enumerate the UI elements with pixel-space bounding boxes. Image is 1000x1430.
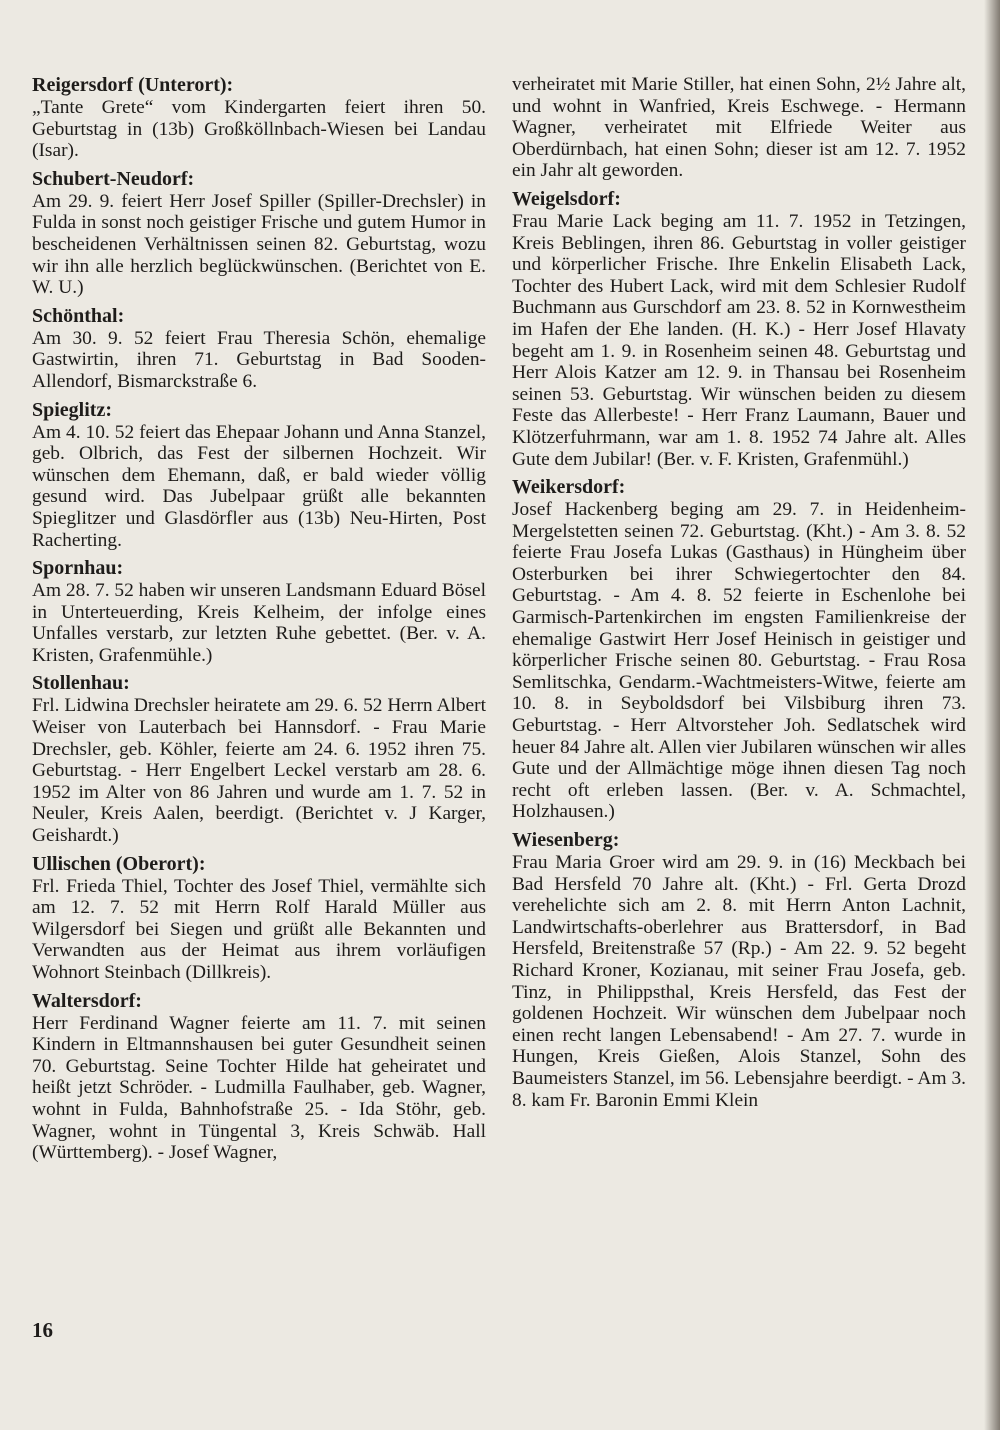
page-edge-shadow [984, 0, 1000, 1430]
entry-schubert-neudorf [32, 168, 486, 299]
entry-waltersdorf [32, 990, 486, 1164]
entry-continuation [512, 74, 966, 182]
place-heading: Schönthal: [32, 304, 125, 327]
entry-reigersdorf [32, 74, 486, 162]
right-column [512, 74, 966, 1117]
entry-text: Frau Marie Lack beging am 11. 7. 1952 in Tetzingen, Kreis Beblingen, ihren 86. Geburtstag in voller geistiger und körperlicher Frische. Ihre Enkelin Elisabeth Lack, Tochter des Hubert Lack, wird mit dem Schlesier Rudolf Buchmann aus Gurschdorf am 23. 8. 52 in Kornwestheim im Hafen der Ehe landen. (H. K.) - Herr Josef Hlavaty begeht am 1. 9. in Rosenheim seinen 48. Geburtstag und Herr Alois Katzer am 12. 9. in Thansau bei Rosenheim seinen 53. Geburtstag. Wir wünschen beiden zu diesem Feste das Allerbeste! - Herr Franz Laumann, Bauer und Klötzerfuhrmann, war am 1. 8. 1952 74 Jahre alt. Alles Gute dem Jubilar! (Ber. v. F. Kristen, Grafenmühl.) [512, 210, 966, 470]
page-number: 16 [32, 1318, 53, 1342]
entry-weikersdorf [512, 476, 966, 823]
entry-weigelsdorf [512, 188, 966, 470]
entry-text: Frl. Frieda Thiel, Tochter des Josef Thiel, vermählte sich am 12. 7. 52 mit Herrn Rolf Harald Müller aus Wilgersdorf bei Siegen und grüßt alle Bekannten und Verwandten aus der Heimat aus ihrem vorläufigen Wohnort Steinbach (Dillkreis). [32, 875, 486, 983]
entry-ullischen [32, 853, 486, 984]
entry-text: Am 30. 9. 52 feiert Frau Theresia Schön, ehemalige Gastwirtin, ihren 71. Geburtstag in Bad Sooden-Allendorf, Bismarckstraße 6. [32, 327, 486, 392]
place-heading: Spornhau: [32, 557, 124, 580]
place-heading: Schubert-Neudorf: [32, 167, 195, 190]
place-heading: Reigersdorf (Unterort): [32, 74, 234, 96]
place-heading: Waltersdorf: [32, 989, 142, 1012]
place-heading: Weikersdorf: [512, 476, 626, 499]
place-heading: Wiesenberg: [512, 829, 620, 851]
continuation-text: verheiratet mit Marie Stiller, hat einen Sohn, 2½ Jahre alt, und wohnt in Wanfried, Kreis Eschwege. - Hermann Wagner, verheiratet mit Elfriede Weiter aus Oberdürnbach, hat einen Sohn; dieser ist am 12. 7. 1952 ein Jahr alt geworden. [512, 74, 966, 182]
entry-spieglitz [32, 399, 486, 552]
place-heading: Stollenhau: [32, 672, 130, 695]
left-column [32, 74, 486, 1170]
entry-text: Am 4. 10. 52 feiert das Ehepaar Johann und Anna Stanzel, geb. Olbrich, das Fest der silbernen Hochzeit. Wir wünschen dem Ehemann, daß, er bald wieder völlig gesund wird. Das Jubelpaar grüßt alle bekannten Spieglitzer und Glasdörfler aus (13b) Neu-Hirten, Post Racherting. [32, 421, 486, 551]
entry-schoenthal [32, 305, 486, 393]
entry-text: Josef Hackenberg beging am 29. 7. in Heidenheim-Mergelstetten seinen 72. Geburtstag. (Kht.) - Am 3. 8. 52 feierte Frau Josefa Lukas (Gasthaus) in Hüngheim über Osterburken bei ihrer Schwiegertochter den 84. Geburtstag. - Am 4. 8. 52 feierte in Eschenlohe bei Garmisch-Partenkirchen im engsten Familienkreise der ehemalige Gastwirt Herr Josef Heinisch in geistiger und körperlicher Frische seinen 80. Geburtstag. - Frau Rosa Semlitschka, Gendarm.-Wachtmeisters-Witwe, feierte am 10. 8. in Seyboldsdorf bei Vilsbiburg ihren 73. Geburtstag. - Herr Altvorsteher Joh. Sedlatschek wird heuer 84 Jahre alt. Allen vier Jubilaren wünschen wir alles Gute und der Allmächtige möge ihnen diesen Tag noch recht oft erleben lassen. (Ber. v. A. Schmachtel, Holzhausen.) [512, 499, 966, 823]
place-heading: Ullischen (Oberort): [32, 852, 206, 875]
entry-text: Herr Ferdinand Wagner feierte am 11. 7. mit seinen Kindern in Eltmannshausen bei guter Gesundheit seinen 70. Geburtstag. Seine Tochter Hilde hat geheiratet und heißt jetzt Schröder. - Ludmilla Faulhaber, geb. Wagner, wohnt in Fulda, Bahnhofstraße 25. - Ida Stöhr, geb. Wagner, wohnt in Tüngental 3, Kreis Schwäb. Hall (Württemberg). - Josef Wagner, [32, 1012, 486, 1164]
entry-wiesenberg [512, 829, 966, 1111]
entry-text: Am 29. 9. feiert Herr Josef Spiller (Spiller-Drechsler) in Fulda in sonst noch geistiger Frische und gutem Humor in bescheidenen Verhältnissen seinen 82. Geburtstag, wozu wir ihn alle herzlich beglückwünschen. (Berichtet von E. W. U.) [32, 190, 486, 299]
entry-text: „Tante Grete“ vom Kindergarten feiert ihren 50. Geburtstag in (13b) Großköllnbach-Wiesen bei Landau (Isar). [32, 97, 486, 162]
entry-text: Am 28. 7. 52 haben wir unseren Landsmann Eduard Bösel in Unterteuerding, Kreis Kelheim, der infolge eines Unfalles verstarb, zur letzten Ruhe gebettet. (Ber. v. A. Kristen, Grafenmühle.) [32, 580, 486, 666]
place-heading: Spieglitz: [32, 398, 112, 421]
place-heading: Weigelsdorf: [512, 187, 621, 210]
entry-text: Frl. Lidwina Drechsler heiratete am 29. 6. 52 Herrn Albert Weiser von Lauterbach bei Hannsdorf. - Frau Marie Drechsler, geb. Köhler, feierte am 24. 6. 1952 ihren 75. Geburtstag. - Herr Engelbert Leckel verstarb am 28. 6. 1952 im Alter von 86 Jahren und wurde am 1. 7. 52 in Neuler, Kreis Aalen, beerdigt. (Berichtet v. J Karger, Geishardt.) [32, 695, 486, 847]
entry-stollenhau [32, 672, 486, 846]
entry-spornhau [32, 557, 486, 666]
entry-text: Frau Maria Groer wird am 29. 9. in (16) Meckbach bei Bad Hersfeld 70 Jahre alt. (Kht.) - Frl. Gerta Drozd verehelichte sich am 2. 8. mit Herrn Anton Lachnit, Landwirtschafts-oberlehrer aus Brattersdorf, in Bad Hersfeld, Breitenstraße 57 (Rp.) - Am 22. 9. 52 begeht Richard Kroner, Kozianau, mit seiner Frau Josefa, geb. Tinz, in Philippsthal, Kreis Hersfeld, das Fest der goldenen Hochzeit. Wir wünschen dem Jubelpaar noch einen recht langen Lebensabend! - Am 27. 7. wurde in Hungen, Kreis Gießen, Alois Stanzel, Sohn des Baumeisters Stanzel, im 56. Lebensjahre beerdigt. - Am 3. 8. kam Fr. Baronin Emmi Klein [512, 852, 966, 1111]
